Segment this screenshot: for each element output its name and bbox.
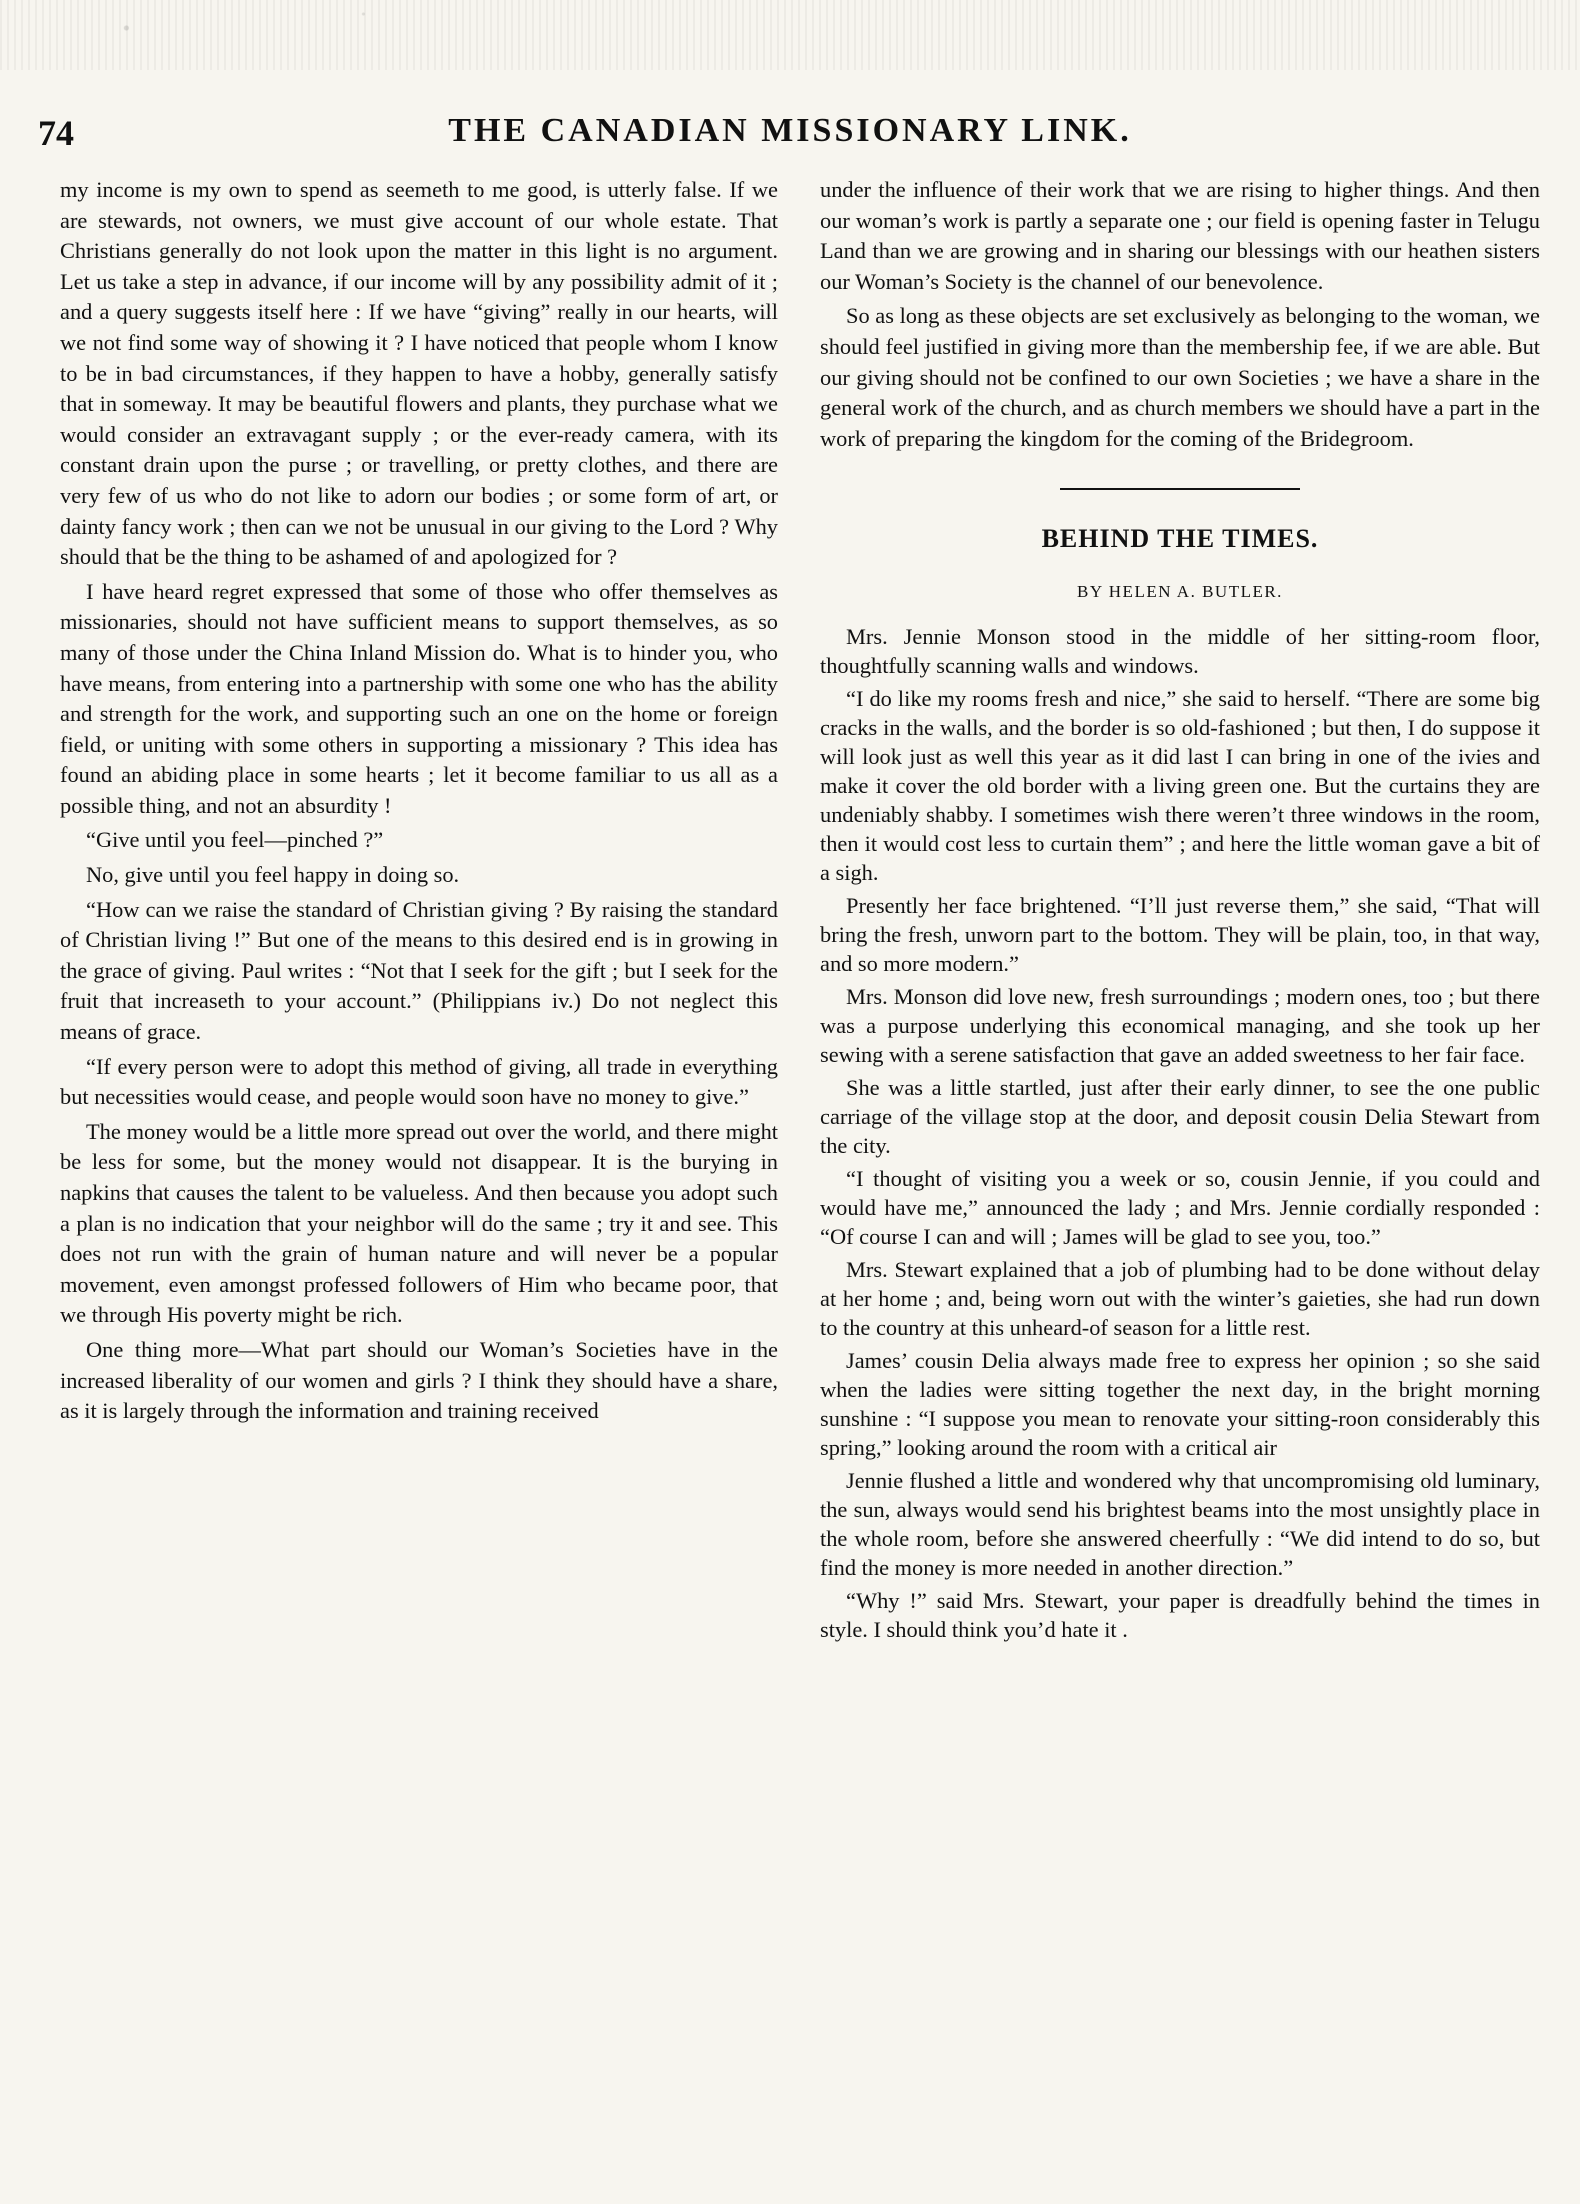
left-column [60, 175, 778, 1431]
paragraph: “If every person were to adopt this method of giving, all trade in everything but necessities would cease, and people would soon have no money to give.” [60, 1053, 778, 1110]
paragraph: She was a little startled, just after their early dinner, to see the one public carriage of the village stop at the door, and deposit cousin Delia Stewart from the city. [820, 1074, 1540, 1158]
paragraph: Mrs. Jennie Monson stood in the middle of her sitting-room floor, thoughtfully scanning walls and windows. [820, 623, 1540, 678]
paragraph: One thing more—What part should our Woman’s Societies have in the increased liberality of our women and girls ? I think they should have a share, as it is largely through the information and training received [60, 1336, 778, 1424]
paragraph: “How can we raise the standard of Christian giving ? By raising the standard of Christian living !” But one of the means to this desired end is in growing in the grace of giving. Paul writes : “Not that I seek for the gift ; but I seek for the fruit that increaseth to your account.” (Philippians iv.) Do not neglect this means of grace. [60, 896, 778, 1045]
paragraph: “Why !” said Mrs. Stewart, your paper is dreadfully behind the times in style. I should think you’d hate it . [820, 1587, 1540, 1642]
paragraph: “I do like my rooms fresh and nice,” she said to herself. “There are some big cracks in the walls, and the border is so old-fashioned ; but then, I do suppose it will look just as well this year as it did last I can bring in one of the ivies and make it cover the old border with a living green one. But the curtains they are undeniably shabby. I sometimes wish there weren’t three windows in the room, then it would cost less to curtain them” ; and here the little woman gave a bit of a sigh. [820, 685, 1540, 885]
page-header [30, 112, 1550, 162]
right-column [820, 175, 1540, 1648]
article-byline: BY HELEN A. BUTLER. [1077, 581, 1283, 601]
paragraph: “I thought of visiting you a week or so, cousin Jennie, if you could and would have me,” announced the lady ; and Mrs. Jennie cordially responded : “Of course I can and will ; James will be glad to see you, too.” [820, 1165, 1540, 1249]
paragraph: So as long as these objects are set exclusively as belonging to the woman, we should feel justified in giving more than the membership fee, if we are able. But our giving should not be confined to our own Societies ; we have a share in the general work of the church, and as church members we should have a part in the work of preparing the kingdom for the coming of the Bridegroom. [820, 303, 1540, 451]
masthead-title: THE CANADIAN MISSIONARY LINK. [448, 112, 1132, 149]
article-title: BEHIND THE TIMES. [1041, 524, 1319, 554]
paragraph: James’ cousin Delia always made free to express her opinion ; so she said when the ladies were sitting together the next day, in the bright morning sunshine : “I suppose you mean to renovate your sitting-roon considerably this spring,” looking around the room with a critical air [820, 1347, 1540, 1460]
paragraph: No, give until you feel happy in doing so. [86, 862, 460, 888]
paragraph: under the influence of their work that we are rising to higher things. And then our woman’s work is partly a separate one ; our field is opening faster in Telugu Land than we are growing and in sharing our blessings with our heathen sisters our Woman’s Society is the channel of our benevolence. [820, 177, 1540, 294]
paragraph: Presently her face brightened. “I’ll just reverse them,” she said, “That will bring the fresh, unworn part to the bottom. They will be plain, too, in that way, and so more modern.” [820, 892, 1540, 976]
paragraph: Mrs. Monson did love new, fresh surroundings ; modern ones, too ; but there was a purpose underlying this economical managing, and she took up her sewing with a serene satisfaction that gave an added sweetness to her fair face. [820, 983, 1540, 1067]
paragraph: I have heard regret expressed that some of those who offer themselves as missionaries, should not have sufficient means to support themselves, as so many of those under the China Inland Mission do. What is to hinder you, who have means, from entering into a partnership with some one who has the ability and strength for the work, and supporting such an one on the home or foreign field, or uniting with some others in supporting a missionary ? This idea has found an abiding place in some hearts ; let it become familiar to us all as a possible thing, and not an absurdity ! [60, 578, 778, 818]
article-body [820, 622, 1540, 1644]
paragraph: The money would be a little more spread out over the world, and there might be less for some, but the money would not disappear. It is the burying in napkins that causes the talent to be valueless. And then because you adopt such a plan is no indication that your neighbor will do the same ; try it and see. This does not run with the grain of human nature and will never be a popular movement, even amongst professed followers of Him who became poor, that we through His poverty might be rich. [60, 1118, 778, 1328]
paragraph: Jennie flushed a little and wondered why that uncompromising old luminary, the sun, always would send his brightest beams into the most unsightly place in the whole room, before she answered cheerfully : “We did intend to do so, but find the money is more needed in another direction.” [820, 1467, 1540, 1580]
print-noise [0, 0, 1580, 70]
section-divider [1060, 488, 1300, 490]
page-number: 74 [38, 113, 74, 153]
paragraph: “Give until you feel—pinched ?” [86, 827, 384, 853]
paragraph: Mrs. Stewart explained that a job of plumbing had to be done without delay at her home ; and, being worn out with the winter’s gaieties, she had run down to the country at this unheard-of season for a little rest. [820, 1256, 1540, 1340]
paragraph: my income is my own to spend as seemeth to me good, is utterly false. If we are stewards, not owners, we must give account of our whole estate. That Christians generally do not look upon the matter in this light is no argument. Let us take a step in advance, if our income will by any possibility admit of it ; and a query suggests itself here : If we have “giving” really in our hearts, will we not find some way of showing it ? I have noticed that people whom I know to be in bad circumstances, if they happen to have a hobby, generally satisfy that in someway. It may be beautiful flowers and plants, they purchase what we would consider an extravagant supply ; or the ever-ready camera, with its constant drain upon the purse ; or travelling, or pretty clothes, and there are very few of us who do not like to adorn our bodies ; or some form of art, or dainty fancy work ; then can we not be unusual in our giving to the Lord ? Why should that be the thing to be ashamed of and apologized for ? [60, 177, 778, 570]
